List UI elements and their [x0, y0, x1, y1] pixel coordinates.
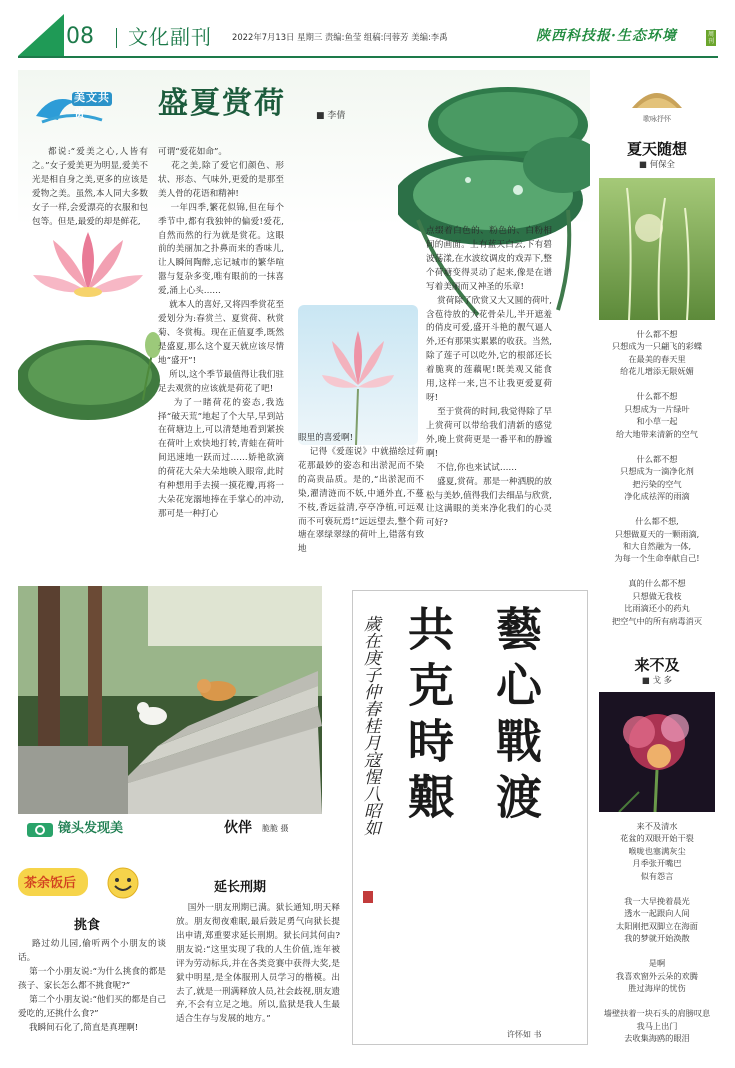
lotus-flower-illustration	[18, 230, 168, 440]
joke1-body: 路过幼儿园,偷听两个小朋友的谈话。 第一个小朋友说:“为什么挑食的都是孩子、家长怎么都不挑食呢?” 第二个小朋友说:“他们买的都是自己爱吃的,还挑什么食?” 我瞬间石化了,简直是真理啊!	[18, 939, 166, 1033]
lotus-col2: 可谓“爱花如命”。 花之美,除了爱它们颜色、形状、形态、气味外,更爱的是那至美人骨的花语和精神! 一年四季,繁花似锦,但在每个季节中,都有我独钟的偏爱!爱花,自然而然的行为就是赏花。这眼前的美丽加之扑鼻而来的香味儿,让人瞬间陶醉,忘记城市的繁华喧嚣与复杂多变,唯有眼前的一抹喜爱,涌上心头…… 就本人的喜好,又将四季赏花至爱划分为:春赏兰、夏赏荷、秋赏菊、冬赏梅。现在正值夏季,既然是盛夏,那么这个夏天就应该尽情地“盛开”! 所以,这个季节最值得让我们驻足去观赏的应该就是荷花了吧! 为了一睹荷花的姿态,我选择“破天荒”地起了个大早,早到站在荷塘边上,可以清楚地看到紧挨在荷叶上欢快地打转,青蛙在荷叶间迅速地一跃而过……娇艳欲滴的荷花大朵大朵地映入眼帘,此时有种想用手去摸一摸花瓣,再将一大朵花宠溺地捧在手掌心的冲动,那可是一种打心	[158, 147, 285, 519]
tea-section	[18, 862, 340, 1062]
poem1-body: 什么都不想 只想成为一只翩飞的彩蝶 在最美的春天里 给花儿增添无限妩媚 什么都不想 只想成为一片绿叶 和小草一起 给大地带来清新的空气 什么都不想 只想成为一滴净化剂 把污染的空气 净化成祛浑的雨滴 什么都不想, 只想做夏天的一颗雨滴, 和大自然融为一体, 为每一个生命奉献自己! 真的什么都不想 只想做无我枝 比雨滴还小的药丸 把空气中的所有病毒消灭	[611, 329, 703, 626]
poem2-body: 来不及清水 花盆的双眼开始干裂 喉咙也塞满灰尘 月季张开嘴巴 似有怨言 我一大早挽着晨光 透水一起跟向人间 太阳刚把双脚立在海面 我的梦就开始涣散 是啊 我喜欢窗外云朵的欢腾 胜过海岸的忧伤 墙壁扶着一块石头的肩膀叹息 我马上出门 去收集海鸥的眼泪	[603, 821, 711, 1043]
poem2-title: 来不及	[634, 656, 680, 674]
sidebar	[597, 70, 717, 1060]
photo-credit: 脆脆 摄	[262, 824, 289, 833]
lotus-article	[18, 70, 590, 590]
calligraphy-inscription: 歲在庚子仲春桂月寇惺八昭如	[360, 615, 380, 836]
header-meta: 2022年7月13日 星期三 责编:鱼莹 组稿:闫蓉芳 美编:李禹	[232, 32, 448, 42]
calligraphy-line1: 藝心戰渡	[489, 605, 543, 829]
joke1-title: 挑食	[74, 918, 101, 933]
smiley-icon	[106, 866, 140, 900]
lotus-col3: 眼里的喜爱啊! 记得《爱莲说》中就描绘过荷花那最妙的姿态和出淤泥而不染的高贵品质。是的,“出淤泥而不染,濯清涟而不妖,中通外直,不蔓不枝,香远益清,亭亭净植,可远观而不可亵玩焉!”远远望去,整个荷塘在翠绿翠绿的荷叶上,错落有致地	[298, 433, 424, 555]
masthead-badge: 周刊	[707, 31, 714, 45]
photo-column-logo: 镜头发现美	[58, 821, 124, 836]
cats-photo	[18, 586, 322, 814]
photo-section	[18, 586, 322, 848]
calligraphy-seal	[363, 891, 373, 903]
meiwen-logo	[32, 86, 132, 130]
flower-photo	[599, 692, 715, 812]
poem1-author: ■ 何保全	[639, 159, 675, 169]
meiwen-logo-text: 美文共赏	[74, 91, 110, 120]
header-divider	[116, 28, 117, 48]
header-rule	[18, 56, 718, 58]
lotus-col1: 都说:“爱美之心,人皆有之。”女子爱美更为明显,爱美不光是相自身之美,更多的应该是爱物之美。虽然,本人同大多数女子一样,会爱漂亮的衣服和包包等。但是,最爱的却是鲜花,	[32, 147, 148, 227]
header-triangle	[18, 14, 64, 56]
section-title: 文化副刊	[128, 25, 212, 49]
lotus-col4: 点缀着白色的、粉色的、白粉相间的画面。上有蓝天白云,下有碧波荡漾,在水波纹调皮的戏弄下,整个荷塘变得灵动了起来,像是在谱写着美丽而又神圣的乐章! 赏荷除了欣赏又大又圆的荷叶,含苞待放的大花骨朵儿,半开遮羞的俏皮可爱,盛开斗艳的靓气逼人外,还有那果实累累的收获。当然,除了莲子可以吃外,它的根部还长着脆爽的莲藕呢!既美观又能食用,这样一来,岂不让我更爱夏荷呀! 至于赏荷的时间,我觉得除了早上赏荷可以带给我们清新的感觉外,晚上赏荷更是一番平和的静谧啊! 不信,你也来试试…… 盛夏,赏荷。那是一种洒脱的放松与美妙,值得我们去细品与欣赏,让这满眼的美来净化我们的心灵可好?	[426, 226, 552, 529]
sidebar-logo-ornament	[627, 78, 687, 118]
calligraphy-section	[352, 590, 588, 1045]
lotus-photo	[298, 305, 418, 445]
photo-title: 伙伴	[224, 820, 252, 836]
joke2-body: 国外一朋友刑期已满。狱长通知,明天释放。朋友彻夜难眠,最后鼓足勇气向狱长提出申请,郑重要求延长刑期。狱长问其何由?朋友说:“这里实现了我的人生价值,连年被评为劳动标兵,并在各类竞赛中获得大奖,是狱中明星,是全体服刑人员学习的楷模。出去了,就是一刑满释放人员,社会歧视,朋友遗弃,不会有立足之地。所以,监狱是我人生最适合生存与发展的地方。”	[176, 903, 340, 1025]
grass-photo	[599, 178, 715, 320]
tea-column-logo: 茶余饭后	[24, 876, 77, 891]
sidebar-column-logo: 歌咏抒怀	[643, 115, 671, 123]
poem2-author: ■ 戈 多	[642, 675, 672, 685]
lotus-title: 盛夏赏荷	[158, 86, 286, 121]
header	[0, 0, 735, 60]
calligraphy-line2: 共克時艱	[401, 605, 455, 829]
page-number: 08	[66, 24, 94, 49]
camera-icon	[26, 820, 54, 838]
masthead: 陕西科技报·生态环境	[536, 28, 677, 44]
poem1-title: 夏天随想	[626, 140, 687, 158]
joke2-title: 延长刑期	[214, 880, 267, 895]
calligraphy-credit: 许怀如 书	[507, 1030, 542, 1039]
photo-caption-bar	[18, 814, 322, 844]
lotus-author: ■ 李倩	[316, 111, 346, 121]
